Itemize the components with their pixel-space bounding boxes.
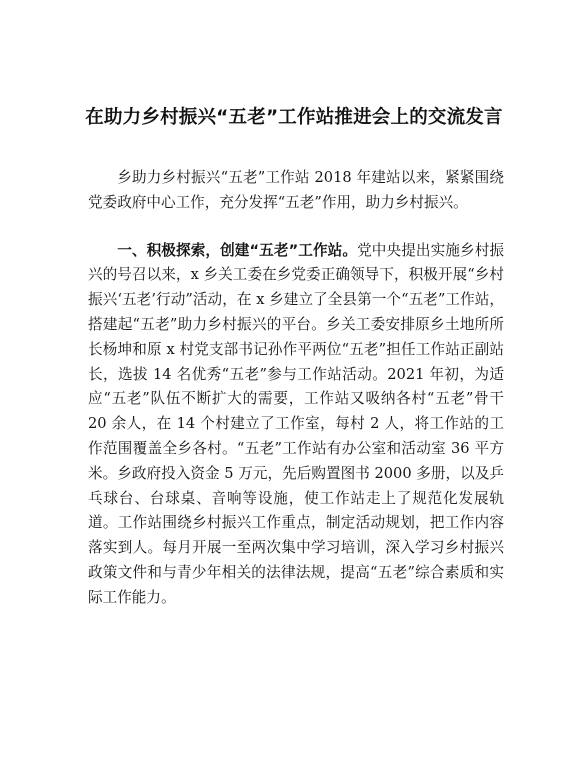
intro-paragraph	[88, 166, 504, 216]
paragraph-text: 党中央提出实施乡村振兴的号召以来，x 乡关工委在乡党委正确领导下，积极开展“乡村振兴‘五老’行动”活动，在 x 乡建立了全县第一个“五老”工作站，搭建起“五老”助力乡村振兴的平台。乡关工委安排原乡土地所所长杨坤和原 x 村党支部书记孙作平两位“五老”担任工作站正副站长，选拔 14 名优秀“五老”参与工作站活动。2021 年初，为适应“五老”队伍不断扩大的需要，工作站又吸纳各村“五老”骨干 20 余人，在 14 个村建立了工作室，每村 2 人，将工作站的工作范围覆盖全乡各村。“五老”工作站有办公室和活动室 36 平方米。乡政府投入资金 5 万元，先后购置图书 2000 多册，以及乒乓球台、台球桌、音响等设施，使工作站走上了规范化发展轨道。工作站围绕乡村振兴工作重点，制定活动规划，把工作内容落实到人。每月开展一至两次集中学习培训，深入学习乡村振兴政策文件和与青少年相关的法律法规，提高“五老”综合素质和实际工作能力。	[88, 241, 504, 606]
paragraph-text: 乡助力乡村振兴“五老”工作站 2018 年建站以来，紧紧围绕党委政府中心工作，充分发挥“五老”作用，助力乡村振兴。	[88, 169, 504, 211]
document-title: 在助力乡村振兴“五老”工作站推进会上的交流发言	[85, 107, 503, 128]
document-body	[88, 166, 504, 611]
section-one-paragraph	[88, 239, 504, 611]
section-heading: 一、积极探索，创建“五老”工作站。	[117, 241, 358, 259]
